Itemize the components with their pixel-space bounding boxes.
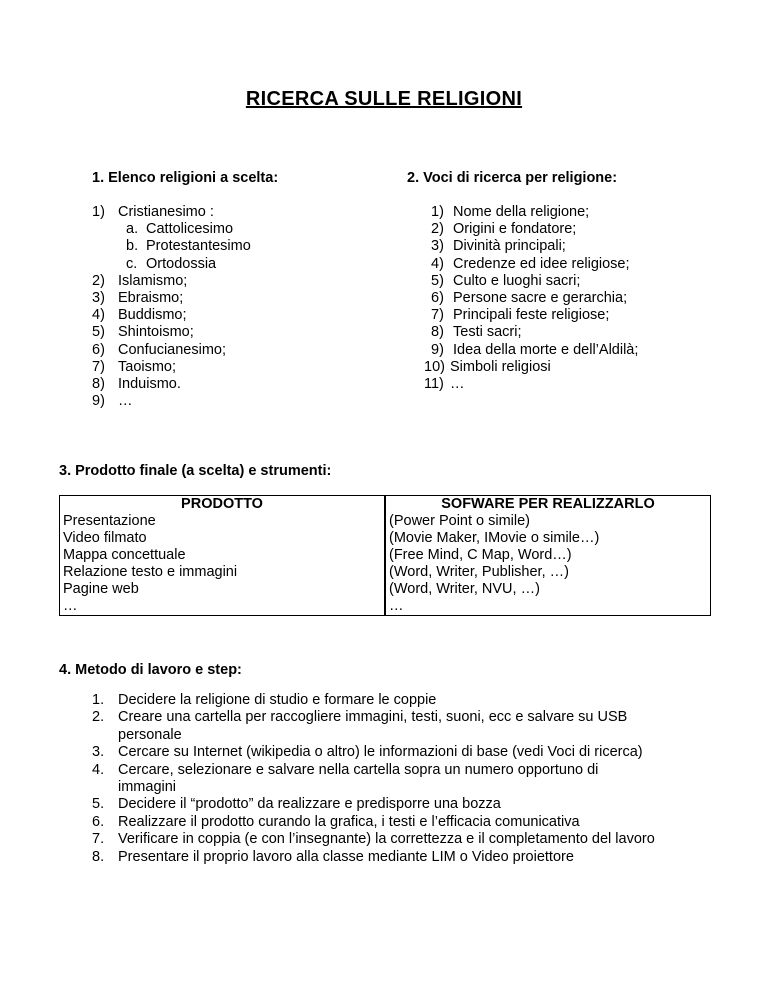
list-item-number: 2) [92,272,105,289]
table-row [60,547,711,564]
step-number: 5. [92,796,105,813]
product-cell: Presentazione [60,513,385,530]
list-item-number: 8) [92,376,105,392]
list-item: Cristianesimo : [118,204,214,220]
step-text: personale [118,726,182,743]
list-item: Simboli religiosi [450,358,551,375]
step-text: Decidere il “prodotto” da realizzare e predisporre una bozza [118,796,501,813]
list-item: Nome della religione; [453,204,590,220]
list-item-number: 4) [92,307,105,324]
list-item: Testi sacri; [453,324,522,341]
section3-heading: 3. Prodotto finale (a scelta) e strumenti: [59,463,332,479]
list-item: Ebraismo; [118,290,184,306]
step-text: Creare una cartella per raccogliere immagini, testi, suoni, ecc e salvare su USB [118,709,628,726]
software-cell: (Movie Maker, IMovie o simile…) [386,530,711,547]
step-number: 6. [92,813,105,830]
list-item-number: 5) [431,272,444,289]
list-item-number: 9) [431,341,444,358]
list-item: Islamismo; [118,272,188,289]
software-cell: (Word, Writer, Publisher, …) [386,564,711,581]
list-item: Idea della morte e dell’Aldilà; [453,341,639,358]
section1-heading: 1. Elenco religioni a scelta: [92,170,279,186]
list-item: Divinità principali; [453,238,566,255]
table-row [60,581,711,598]
table-header-row [60,496,711,514]
list-item: Persone sacre e gerarchia; [453,290,628,306]
list-item-number: 8) [431,324,444,341]
product-cell: Pagine web [60,581,385,598]
list-item-number: 11) [424,376,444,392]
step-text: Presentare il proprio lavoro alla classe mediante LIM o Video proiettore [118,848,574,865]
table-row [60,513,711,530]
list-item: Credenze ed idee religiose; [453,255,630,272]
table-row [60,564,711,581]
product-table [59,495,711,616]
list-item-number: 9) [92,393,105,410]
list-item-number: 5) [92,324,105,341]
list-item: Ortodossia [146,255,217,272]
step-number: 1. [92,692,105,708]
section4-heading: 4. Metodo di lavoro e step: [59,662,242,678]
list-item-number: 6) [92,341,105,358]
list-item: Induismo. [118,376,181,392]
list-item: Shintoismo; [118,324,194,341]
list-item-number: 3) [92,290,105,306]
list-item: Buddismo; [118,307,187,324]
software-cell: (Power Point o simile) [386,513,711,530]
list-item: Culto e luoghi sacri; [453,272,581,289]
list-item-number: a. [126,221,139,238]
step-text: Cercare su Internet (wikipedia o altro) le informazioni di base (vedi Voci di ricerca) [118,744,643,761]
list-item: Principali feste religiose; [453,307,610,324]
list-item-number: 3) [431,238,444,255]
list-item: Cattolicesimo [146,221,234,238]
software-cell: (Free Mind, C Map, Word…) [386,547,711,564]
table-row [60,598,711,616]
product-cell: Relazione testo e immagini [60,564,385,581]
section2-heading: 2. Voci di ricerca per religione: [407,170,618,186]
list-item: … [118,393,133,410]
list-item: Taoismo; [118,358,177,375]
product-column-header: PRODOTTO [60,496,385,514]
list-item-number: 6) [431,290,444,306]
software-column-header: SOFWARE PER REALIZZARLO [386,496,711,514]
product-cell: Mappa concettuale [60,547,385,564]
software-cell: (Word, Writer, NVU, …) [386,581,711,598]
list-item: Protestantesimo [146,238,251,255]
list-item-number: c. [126,255,138,272]
list-item: … [450,376,465,392]
list-item-number: 1) [431,204,444,220]
list-item-number: 1) [92,204,105,220]
step-number: 8. [92,848,105,865]
step-text: Verificare in coppia (e con l’insegnante) la correttezza e il completamento del lavoro [118,831,655,848]
list-item-number: 7) [431,307,444,324]
page-title: RICERCA SULLE RELIGIONI [245,88,523,110]
step-number: 7. [92,831,105,848]
product-cell: … [60,598,385,616]
step-text: immagini [118,779,177,795]
step-number: 3. [92,744,105,761]
list-item-number: 4) [431,255,444,272]
software-cell: … [386,598,711,616]
product-cell: Video filmato [60,530,385,547]
list-item-number: 7) [92,358,105,375]
list-item-number: 10) [424,358,445,375]
step-number: 4. [92,761,105,778]
step-text: Realizzare il prodotto curando la grafica, i testi e l’efficacia comunicativa [118,813,580,830]
list-item-number: 2) [431,221,444,238]
table-row [60,530,711,547]
list-item: Origini e fondatore; [453,221,577,238]
step-text: Decidere la religione di studio e formare le coppie [118,692,437,708]
step-number: 2. [92,709,105,726]
list-item-number: b. [126,238,139,255]
list-item: Confucianesimo; [118,341,226,358]
step-text: Cercare, selezionare e salvare nella cartella sopra un numero opportuno di [118,761,599,778]
